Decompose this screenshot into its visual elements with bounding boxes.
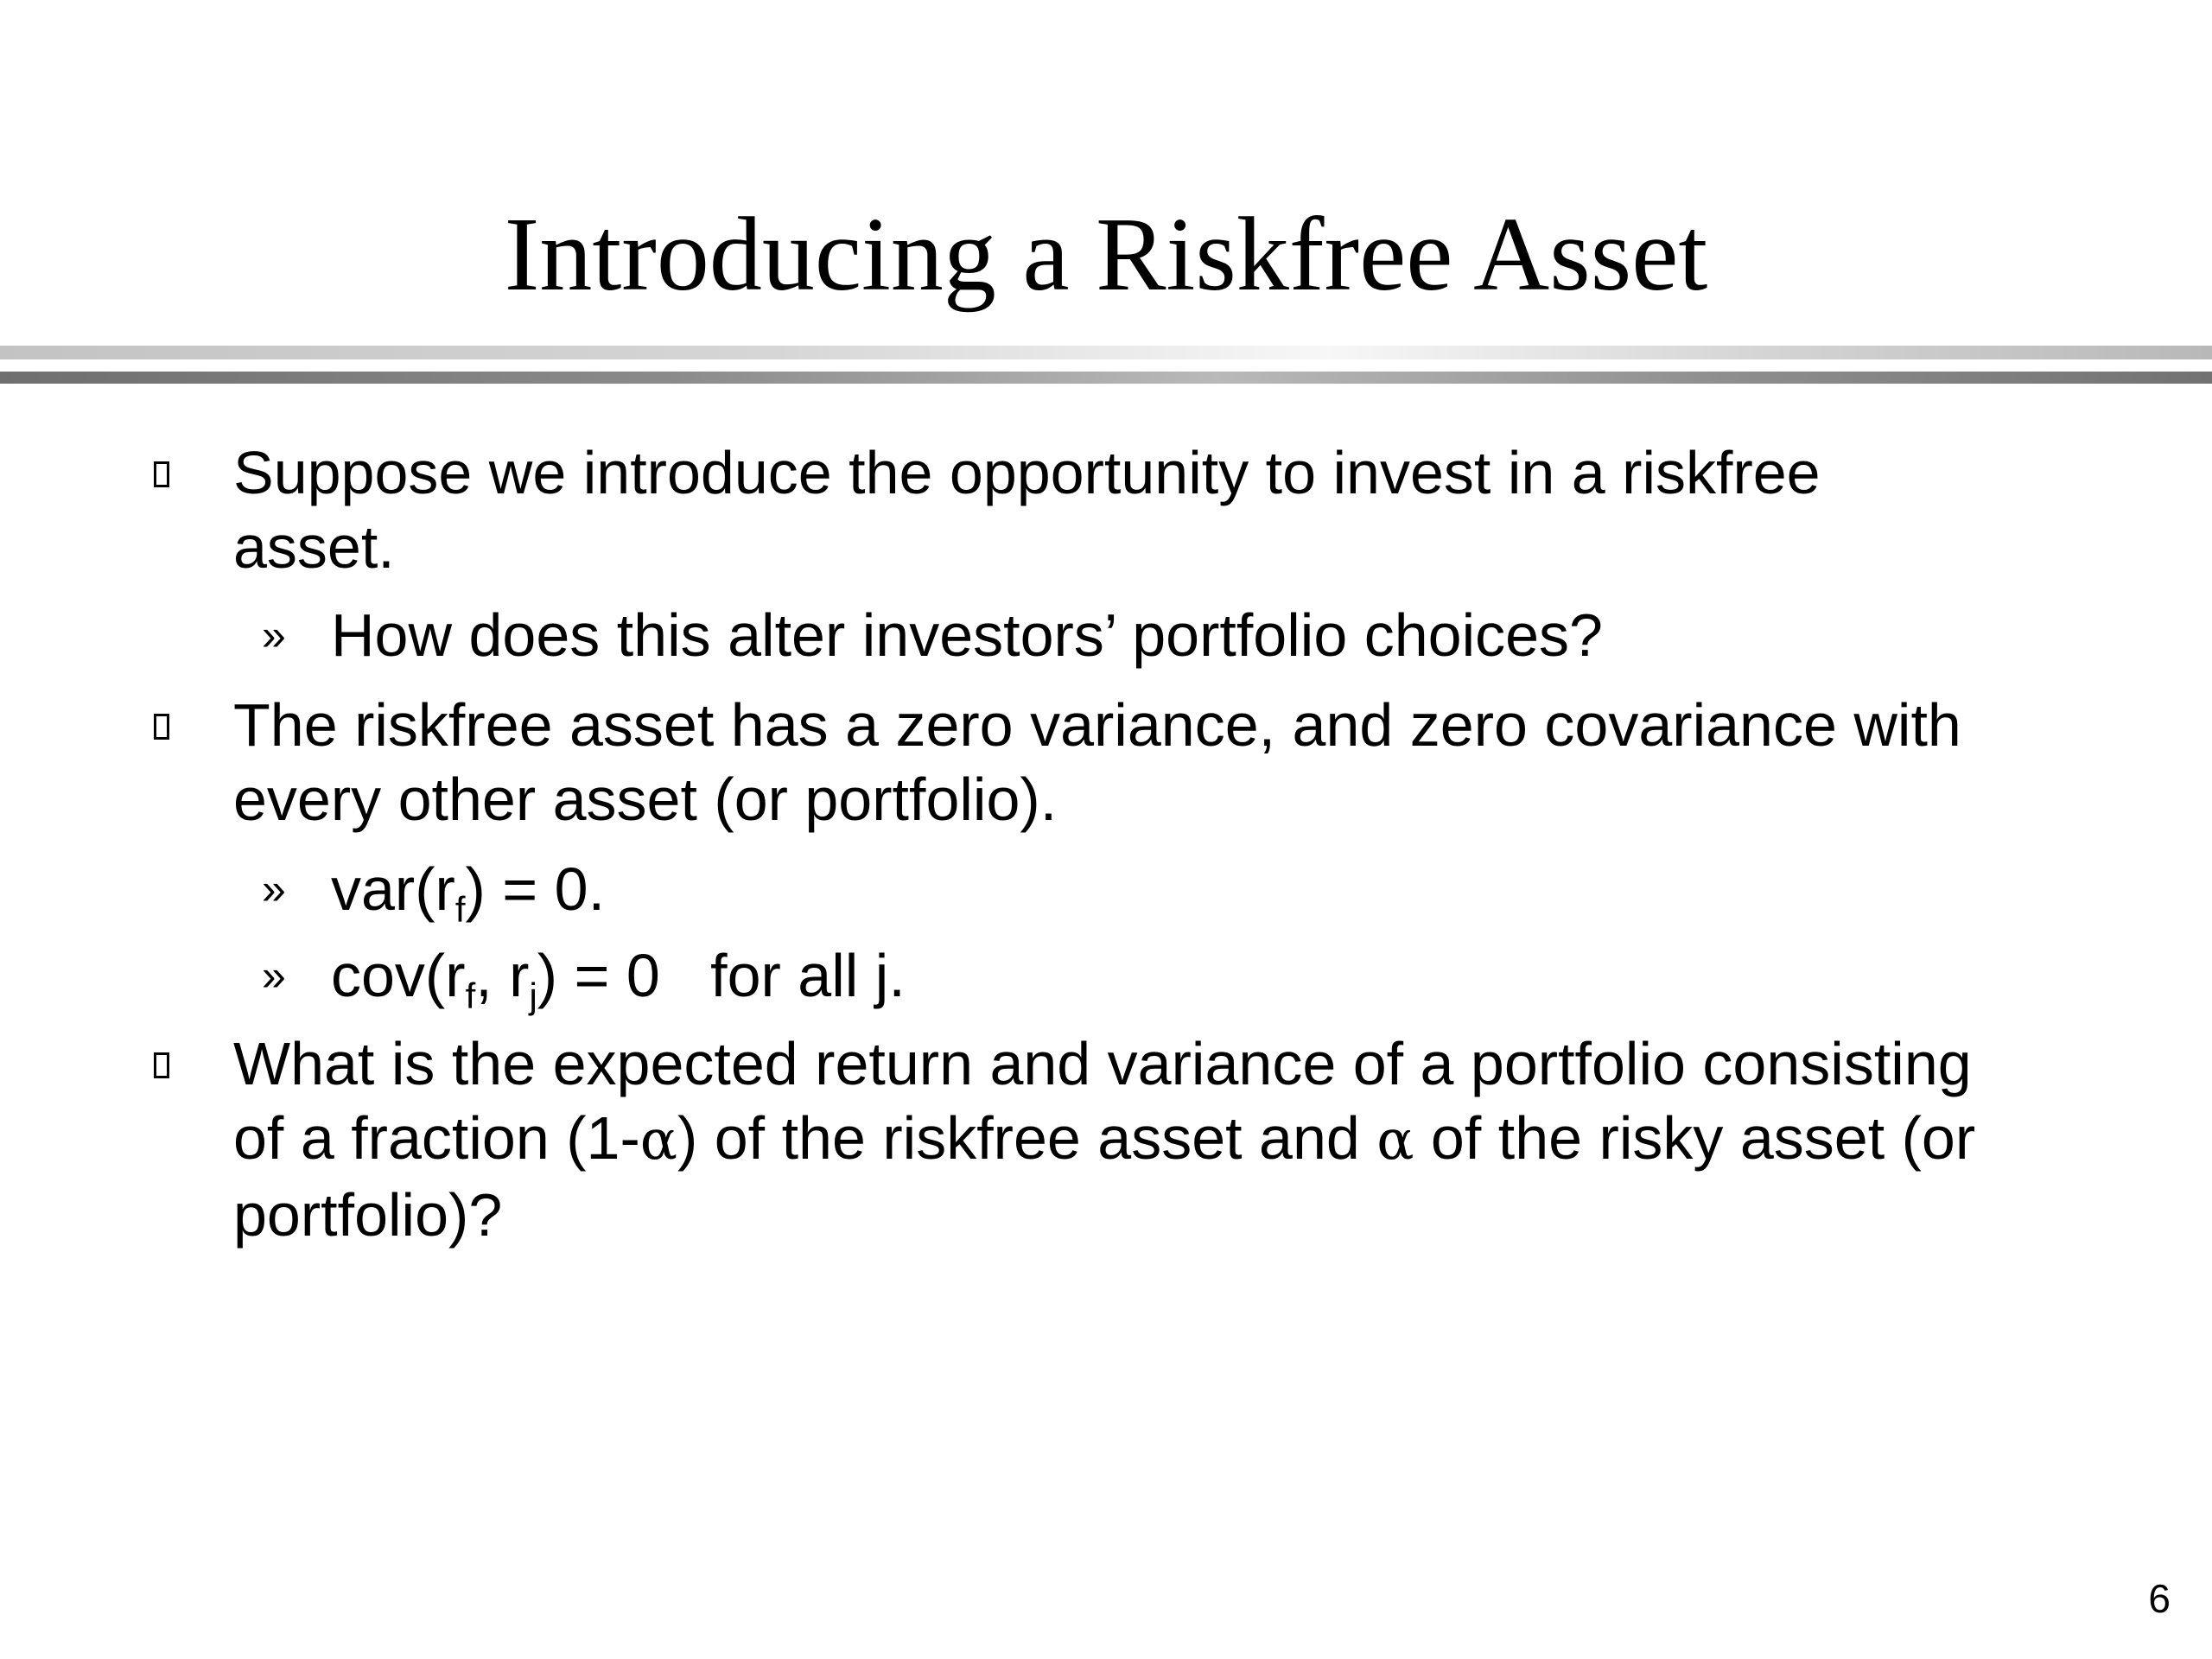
slide-title: Introducing a Riskfree Asset <box>504 196 1708 313</box>
bullet-3-line-2: of a fraction (1-α) of the riskfree asset and α of the risky asset (or <box>233 1104 1976 1173</box>
alpha-symbol: α <box>639 1109 677 1173</box>
bullet-2 <box>233 688 2031 836</box>
var-formula: $var(r_f) = 0$. <box>331 855 606 930</box>
square-bullet-icon <box>154 714 169 740</box>
square-bullet-icon <box>154 1052 169 1078</box>
bullet-2-sub-2 <box>262 938 2024 1016</box>
bullet-3 <box>233 1027 2031 1252</box>
bullet-1-sub-1 <box>262 598 2024 672</box>
bullet-2-sub-1 <box>262 852 2024 930</box>
raquo-bullet-icon: » <box>262 951 286 1000</box>
bullet-3-line-1: What is the expected return and variance of a portfolio consisting <box>233 1030 1972 1097</box>
alpha-symbol: α <box>1376 1109 1414 1173</box>
raquo-bullet-icon: » <box>262 865 286 913</box>
bullet-2-line-2: every other asset (or portfolio). <box>233 766 1058 833</box>
bullet-1-line-2: asset. <box>233 513 395 581</box>
raquo-bullet-icon: » <box>262 611 286 659</box>
bullet-2-line-1: The riskfree asset has a zero variance, and zero covariance with <box>233 691 1961 759</box>
square-bullet-icon <box>154 461 169 487</box>
cov-formula: $cov(r_f$, $r_j) = 0$ for all j. <box>331 942 906 1016</box>
bullet-3-line-3: portfolio)? <box>233 1181 503 1249</box>
bullet-1-line-1: Suppose we introduce the opportunity to invest in a riskfree <box>233 439 1821 506</box>
bullet-1 <box>233 435 2031 584</box>
page-number: 6 <box>2148 1576 2171 1621</box>
bullet-1-sub-1-text: How does this alter investors’ portfolio choices? <box>331 601 1603 669</box>
